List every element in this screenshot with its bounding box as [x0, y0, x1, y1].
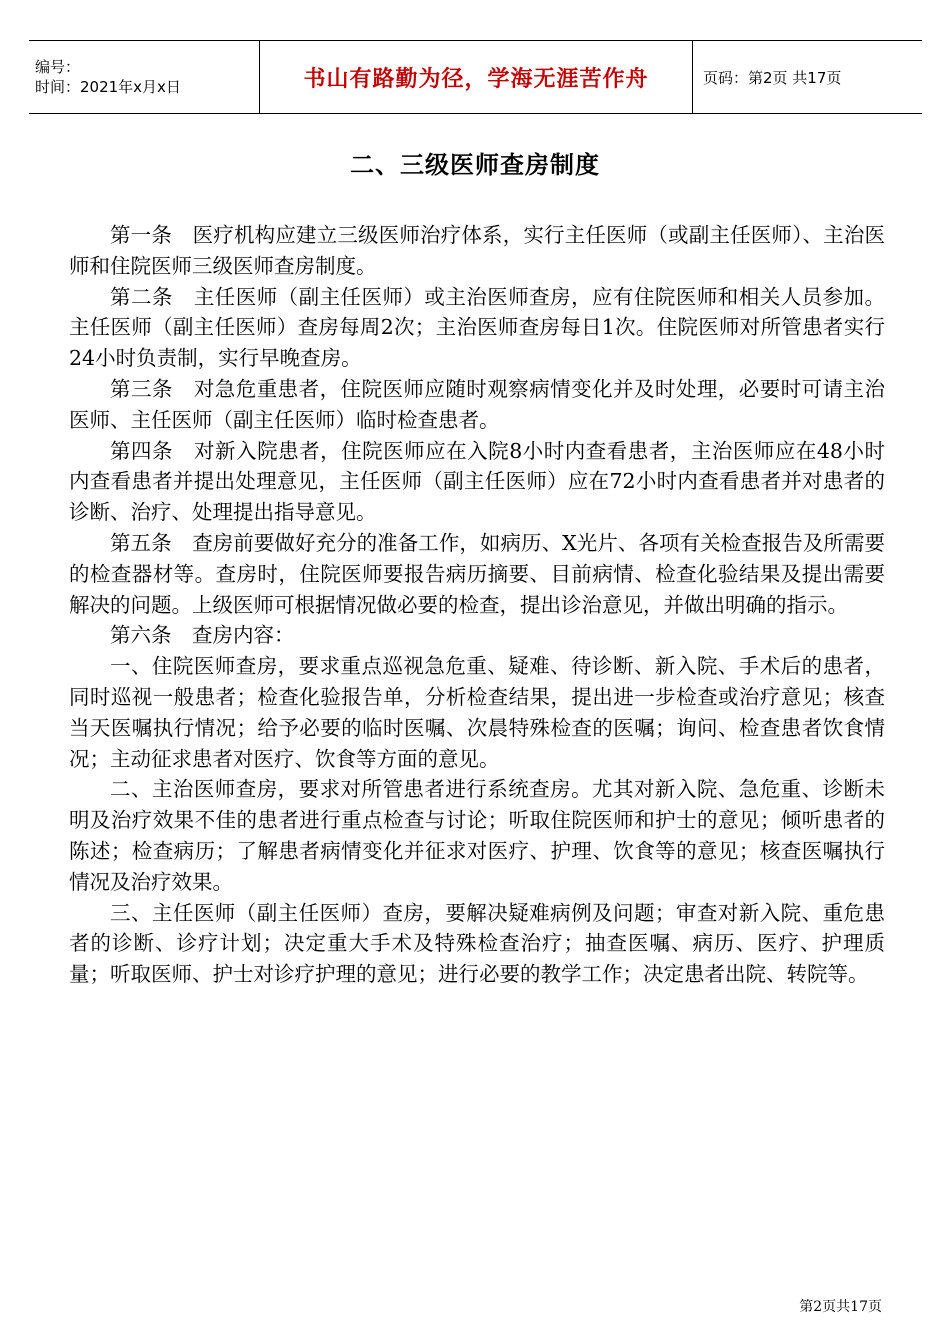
page-header — [29, 40, 922, 114]
paragraph-article-5: 第五条 查房前要做好充分的准备工作，如病历、X光片、各项有关检查报告及所需要的检查器材等。查房时，住院医师要报告病历摘要、目前病情、检查化验结果及提出需要解决的问题。上级医师可根据情况做必要的检查，提出诊治意见，并做出明确的指示。 — [69, 530, 885, 617]
paragraph-article-1: 第一条 医疗机构应建立三级医师治疗体系，实行主任医师（或副主任医师）、主治医师和住院医师三级医师查房制度。 — [69, 223, 885, 278]
page-title: 二、三级医师查房制度 — [350, 151, 600, 179]
paragraph-article-4: 第四条 对新入院患者，住院医师应在入院8小时内查看患者，主治医师应在48小时内查看患者并提出处理意见，主任医师（副主任医师）应在72小时内查看患者并对患者的诊断、治疗、处理提出指导意见。 — [69, 438, 885, 525]
header-page-number: 页码：第2页 共17页 — [703, 68, 842, 87]
paragraph-item-3: 三、主任医师（副主任医师）查房，要解决疑难病例及问题；审查对新入院、重危患者的诊断、诊疗计划；决定重大手术及特殊检查治疗；抽查医嘱、病历、医疗、护理质量；听取医师、护士对诊疗护理的意见；进行必要的教学工作；决定患者出院、转院等。 — [69, 900, 885, 987]
paragraph-article-2: 第二条 主任医师（副主任医师）或主治医师查房，应有住院医师和相关人员参加。主任医师（副主任医师）查房每周2次；主治医师查房每日1次。住院医师对所管患者实行24小时负责制，实行早晚查房。 — [69, 284, 885, 371]
page-footer: 第2页共17页 — [799, 1299, 882, 1315]
document-number-label: 编号： — [35, 58, 81, 76]
paragraph-item-2: 二、主治医师查房，要求对所管患者进行系统查房。尤其对新入院、急危重、诊断未明及治疗效果不佳的患者进行重点检查与讨论；听取住院医师和护士的意见；倾听患者的陈述；检查病历；了解患者病情变化并征求对医疗、护理、饮食等的意见；核查医嘱执行情况及治疗效果。 — [69, 777, 885, 894]
document-body — [69, 220, 885, 990]
paragraph-item-1: 一、住院医师查房，要求重点巡视急危重、疑难、待诊断、新入院、手术后的患者，同时巡视一般患者；检查化验报告单，分析检查结果，提出进一步检查或治疗意见；核查当天医嘱执行情况；给予必要的临时医嘱、次晨特殊检查的医嘱；询问、检查患者饮食情况；主动征求患者对医疗、饮食等方面的意见。 — [69, 654, 885, 771]
paragraph-article-6: 第六条 查房内容： — [110, 623, 295, 648]
paragraph-article-3: 第三条 对急危重患者，住院医师应随时观察病情变化并及时处理，必要时可请主治医师、主任医师（副主任医师）临时检查患者。 — [69, 376, 885, 432]
header-slogan: 书山有路勤为径，学海无涯苦作舟 — [260, 41, 693, 113]
document-time-label: 时间：2021年x月x日 — [35, 78, 181, 96]
header-meta — [29, 41, 260, 113]
